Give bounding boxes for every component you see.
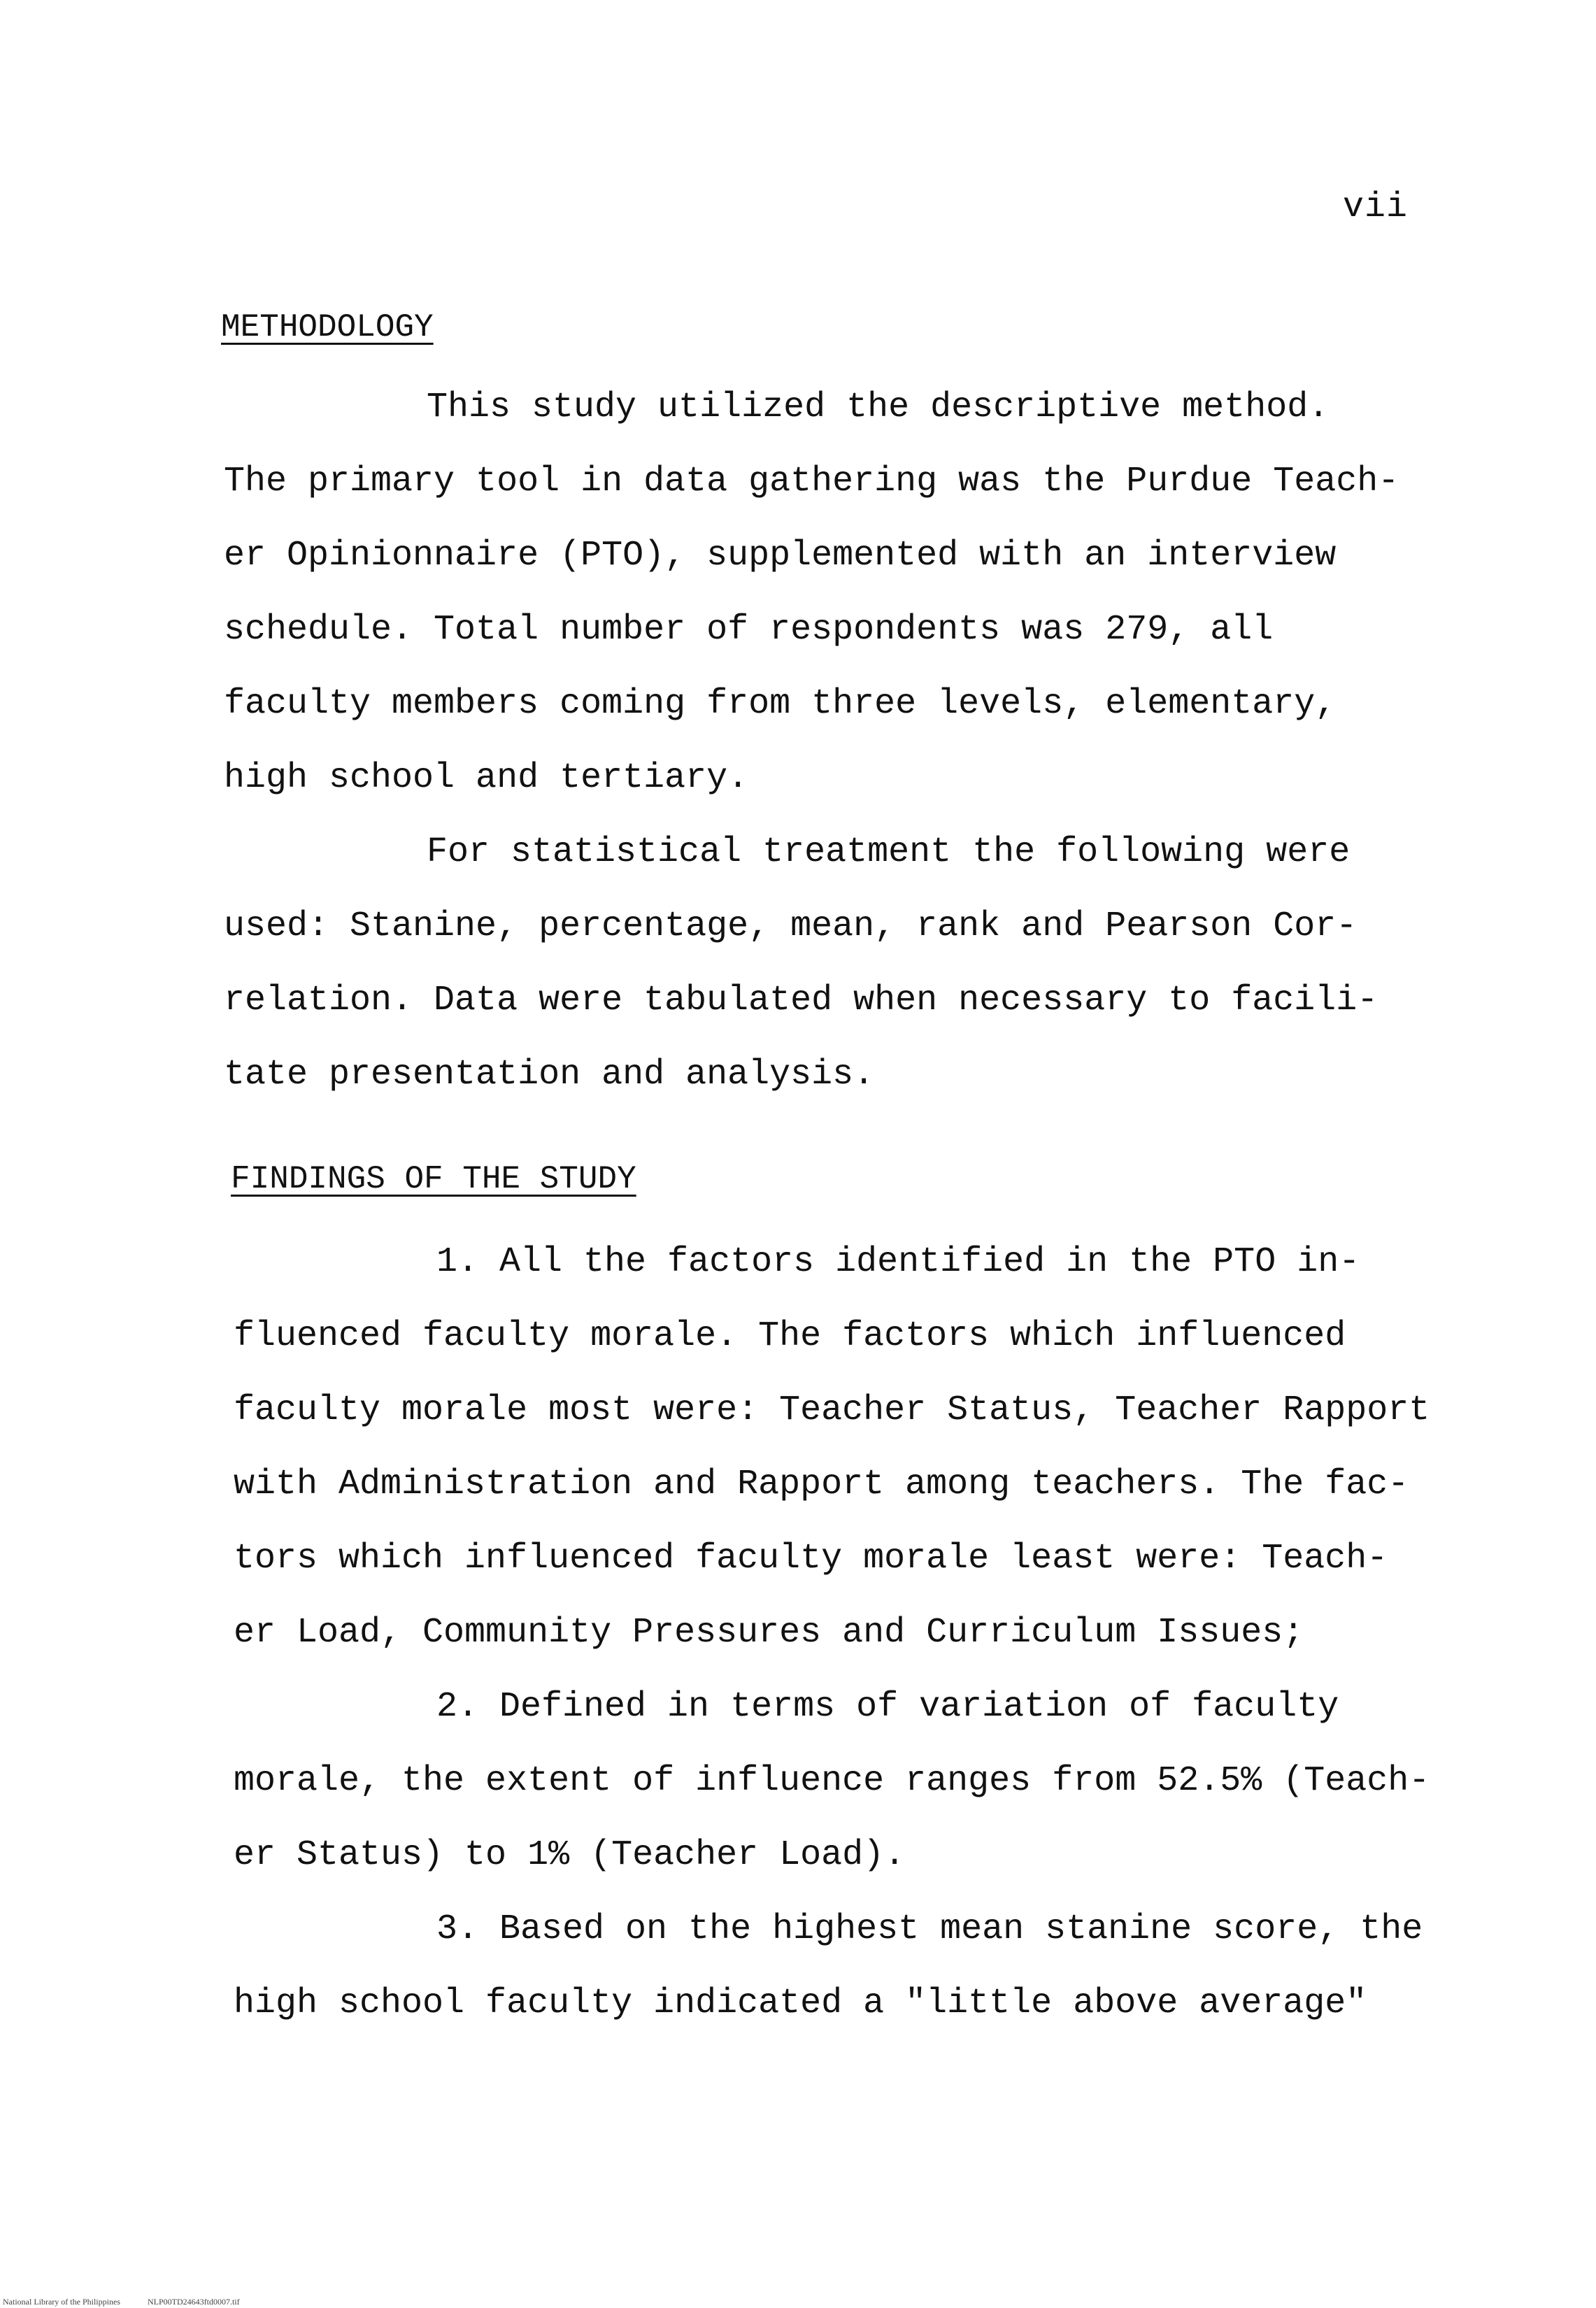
methodology-line: The primary tool in data gathering was the Purdue Teach- xyxy=(224,462,1399,501)
findings-line: fluenced faculty morale. The factors which influenced xyxy=(234,1316,1346,1356)
scan-footer xyxy=(3,2297,240,2307)
methodology-line: For statistical treatment the following were xyxy=(427,832,1351,872)
findings-line: with Administration and Rapport among teachers. The fac- xyxy=(234,1465,1409,1504)
methodology-section xyxy=(224,371,1539,1112)
methodology-line: used: Stanine, percentage, mean, rank and Pearson Cor- xyxy=(224,906,1358,946)
findings-line: 1. All the factors identified in the PTO in- xyxy=(436,1242,1360,1282)
findings-line: morale, the extent of influence ranges from 52.5% (Teach- xyxy=(234,1761,1430,1801)
methodology-line: schedule. Total number of respondents was 279, all xyxy=(224,610,1274,650)
findings-line: high school faculty indicated a "little above average" xyxy=(234,1983,1367,2023)
findings-line: 3. Based on the highest mean stanine score, the xyxy=(436,1909,1423,1949)
methodology-line: faculty members coming from three levels, elementary, xyxy=(224,684,1337,724)
findings-section xyxy=(234,1225,1548,2041)
findings-line: 2. Defined in terms of variation of faculty xyxy=(436,1687,1339,1727)
methodology-line: high school and tertiary. xyxy=(224,758,749,798)
findings-line: er Status) to 1% (Teacher Load). xyxy=(234,1835,906,1875)
methodology-line: relation. Data were tabulated when necessary to facili- xyxy=(224,981,1378,1020)
page-number: vii xyxy=(1343,187,1409,227)
footer-library: National Library of the Philippines xyxy=(3,2297,120,2307)
footer-file-id: NLP00TD24643ftd0007.tif xyxy=(147,2297,240,2307)
methodology-line: tate presentation and analysis. xyxy=(224,1055,875,1095)
methodology-heading: METHODOLOGY xyxy=(221,309,434,346)
findings-line: tors which influenced faculty morale least were: Teach- xyxy=(234,1539,1388,1579)
findings-line: faculty morale most were: Teacher Status, Teacher Rapport xyxy=(234,1390,1430,1430)
findings-line: er Load, Community Pressures and Curriculum Issues; xyxy=(234,1613,1304,1653)
methodology-line: This study utilized the descriptive method. xyxy=(427,387,1330,427)
methodology-line: er Opinionnaire (PTO), supplemented with an interview xyxy=(224,536,1337,576)
findings-heading: FINDINGS OF THE STUDY xyxy=(231,1161,636,1197)
